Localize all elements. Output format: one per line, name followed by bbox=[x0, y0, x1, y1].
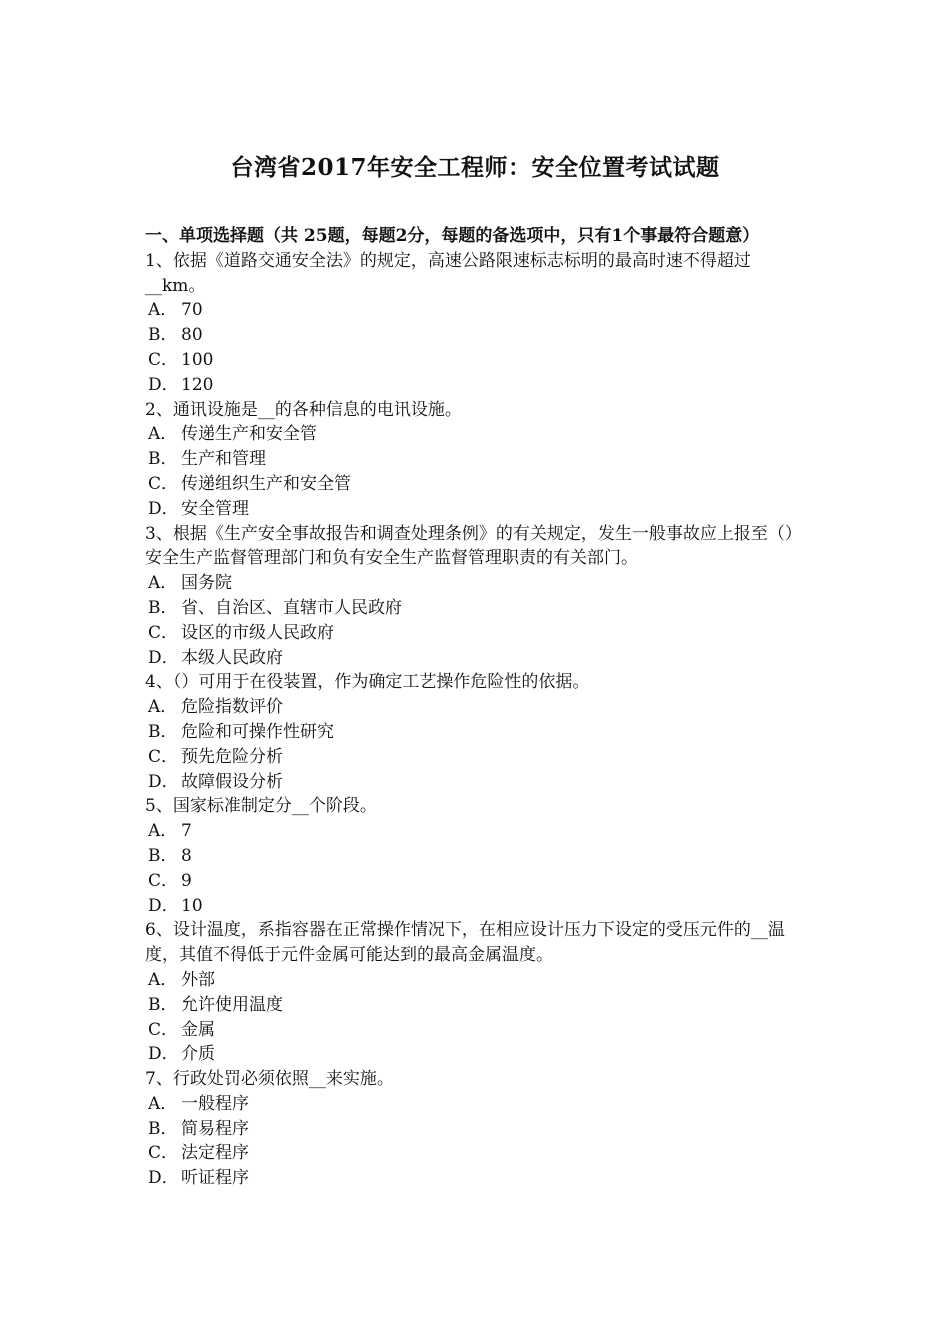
question-text: 5、国家标准制定分__个阶段。 bbox=[145, 796, 377, 817]
option-letter: B． bbox=[148, 994, 178, 1015]
option-text: 金属 bbox=[181, 1019, 215, 1040]
option bbox=[145, 596, 810, 621]
option-text: 简易程序 bbox=[181, 1118, 249, 1139]
option-letter: D． bbox=[148, 1168, 179, 1189]
option-letter: D． bbox=[148, 771, 179, 792]
option bbox=[145, 993, 810, 1018]
option-letter: B． bbox=[148, 597, 178, 618]
option-text: 9 bbox=[181, 870, 192, 891]
option-letter: C． bbox=[148, 473, 179, 494]
option-letter: D． bbox=[148, 498, 179, 519]
option-letter: D． bbox=[148, 895, 179, 916]
option-text: 7 bbox=[181, 821, 192, 842]
option-text: 设区的市级人民政府 bbox=[181, 622, 334, 643]
option bbox=[145, 646, 810, 671]
option-letter: D． bbox=[148, 647, 179, 668]
option-letter: C． bbox=[148, 622, 179, 643]
option bbox=[145, 497, 810, 522]
option-letter: A． bbox=[148, 697, 178, 718]
option-text: 允许使用温度 bbox=[181, 994, 283, 1015]
option-letter: B． bbox=[148, 1118, 178, 1139]
option-text: 传递生产和安全管 bbox=[181, 424, 317, 445]
option-letter: A． bbox=[148, 300, 178, 321]
option bbox=[145, 770, 810, 795]
option-text: 生产和管理 bbox=[181, 449, 266, 470]
question-text: 1、依据《道路交通安全法》的规定，高速公路限速标志标明的最高时速不得超过__km。 bbox=[145, 250, 751, 296]
option-letter: D． bbox=[148, 374, 179, 395]
option-text: 国务院 bbox=[181, 573, 232, 594]
option-letter: B． bbox=[148, 325, 178, 346]
option bbox=[145, 745, 810, 770]
option-letter: A． bbox=[148, 969, 178, 990]
option-text: 故障假设分析 bbox=[181, 771, 283, 792]
option-letter: A． bbox=[148, 573, 178, 594]
option bbox=[145, 447, 810, 472]
option bbox=[145, 1166, 810, 1191]
option-text: 100 bbox=[181, 349, 214, 370]
option-text: 安全管理 bbox=[181, 498, 249, 519]
option bbox=[145, 869, 810, 894]
option bbox=[145, 819, 810, 844]
option-letter: C． bbox=[148, 349, 179, 370]
option-text: 危险和可操作性研究 bbox=[181, 721, 334, 742]
option bbox=[145, 348, 810, 373]
option bbox=[145, 720, 810, 745]
option-text: 10 bbox=[181, 895, 203, 916]
option-letter: A． bbox=[148, 1093, 178, 1114]
option-text: 80 bbox=[181, 325, 203, 346]
option bbox=[145, 968, 810, 993]
option bbox=[145, 422, 810, 447]
option-letter: D． bbox=[148, 1044, 179, 1065]
question-text: 3、根据《生产安全事故报告和调查处理条例》的有关规定，发生一般事故应上报至（）安全生产监督管理部门和负有安全生产监督管理职责的有关部门。 bbox=[145, 523, 802, 569]
option bbox=[145, 1141, 810, 1166]
option-text: 预先危险分析 bbox=[181, 746, 283, 767]
option-text: 70 bbox=[181, 300, 203, 321]
option bbox=[145, 894, 810, 919]
option-letter: C． bbox=[148, 746, 179, 767]
option-letter: C． bbox=[148, 1019, 179, 1040]
option-text: 外部 bbox=[181, 969, 215, 990]
section-heading: 一、单项选择题（共 25题，每题2分，每题的备选项中，只有1个事最符合题意） bbox=[145, 226, 760, 246]
option bbox=[145, 695, 810, 720]
question-text: 4、（）可用于在役装置，作为确定工艺操作危险性的依据。 bbox=[145, 672, 590, 693]
option-letter: A． bbox=[148, 821, 178, 842]
option bbox=[145, 472, 810, 497]
option bbox=[145, 844, 810, 869]
option bbox=[145, 1018, 810, 1043]
question-text: 7、行政处罚必须依照__来实施。 bbox=[145, 1069, 394, 1090]
option-text: 一般程序 bbox=[181, 1093, 249, 1114]
option-text: 8 bbox=[181, 845, 192, 866]
option-text: 危险指数评价 bbox=[181, 697, 283, 718]
option bbox=[145, 1117, 810, 1142]
option-letter: A． bbox=[148, 424, 178, 445]
option bbox=[145, 373, 810, 398]
option-text: 本级人民政府 bbox=[181, 647, 283, 668]
option bbox=[145, 298, 810, 323]
option bbox=[145, 1092, 810, 1117]
option-letter: C． bbox=[148, 1143, 179, 1164]
option-text: 120 bbox=[181, 374, 214, 395]
question-list bbox=[145, 224, 810, 1191]
question-text: 6、设计温度，系指容器在正常操作情况下，在相应设计压力下设定的受压元件的__温度，其值不得低于元件金属可能达到的最高金属温度。 bbox=[145, 920, 785, 966]
option bbox=[145, 323, 810, 348]
option-text: 介质 bbox=[181, 1044, 215, 1065]
option-text: 省、自治区、直辖市人民政府 bbox=[181, 597, 402, 618]
option-letter: B． bbox=[148, 449, 178, 470]
option-letter: B． bbox=[148, 845, 178, 866]
option-text: 听证程序 bbox=[181, 1168, 249, 1189]
question-text: 2、通讯设施是__的各种信息的电讯设施。 bbox=[145, 399, 462, 420]
option bbox=[145, 621, 810, 646]
option-text: 法定程序 bbox=[181, 1143, 249, 1164]
option bbox=[145, 1042, 810, 1067]
option-text: 传递组织生产和安全管 bbox=[181, 473, 351, 494]
option bbox=[145, 571, 810, 596]
option-letter: C． bbox=[148, 870, 179, 891]
option-letter: B． bbox=[148, 721, 178, 742]
page-title: 台湾省2017年安全工程师：安全位置考试试题 bbox=[230, 154, 720, 181]
